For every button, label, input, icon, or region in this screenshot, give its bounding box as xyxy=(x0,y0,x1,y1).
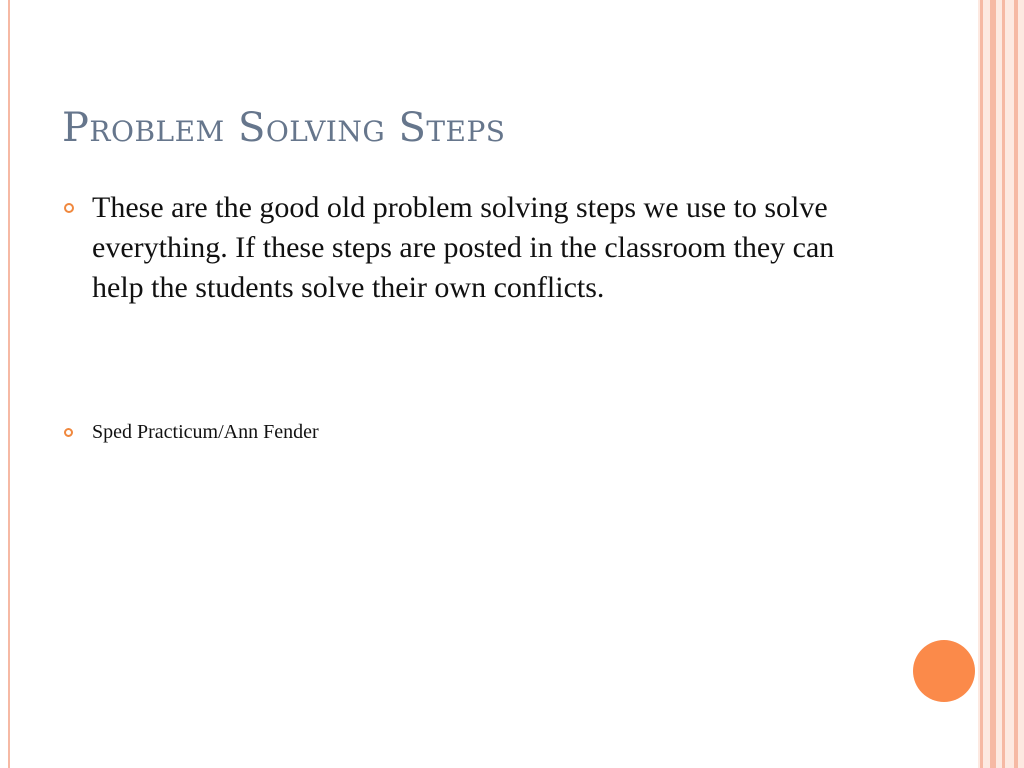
slide-title: Problem Solving Steps xyxy=(62,105,506,151)
right-stripe xyxy=(1014,0,1018,768)
bullet-text: Sped Practicum/Ann Fender xyxy=(92,421,319,443)
right-decorative-panel xyxy=(978,0,1024,768)
right-stripe xyxy=(990,0,996,768)
bullet-item xyxy=(62,188,892,308)
bullet-list xyxy=(62,188,892,446)
bullet-circle-icon xyxy=(64,428,73,437)
decorative-orange-circle xyxy=(913,640,975,702)
left-border-line xyxy=(8,0,10,768)
right-stripe xyxy=(1002,0,1005,768)
bullet-text: These are the good old problem solving steps we use to solve everything. If these steps are posted in the classroom they can help the students solve their own conflicts. xyxy=(92,191,835,304)
right-stripe xyxy=(980,0,983,768)
bullet-circle-icon xyxy=(64,203,74,213)
bullet-item xyxy=(62,418,892,446)
